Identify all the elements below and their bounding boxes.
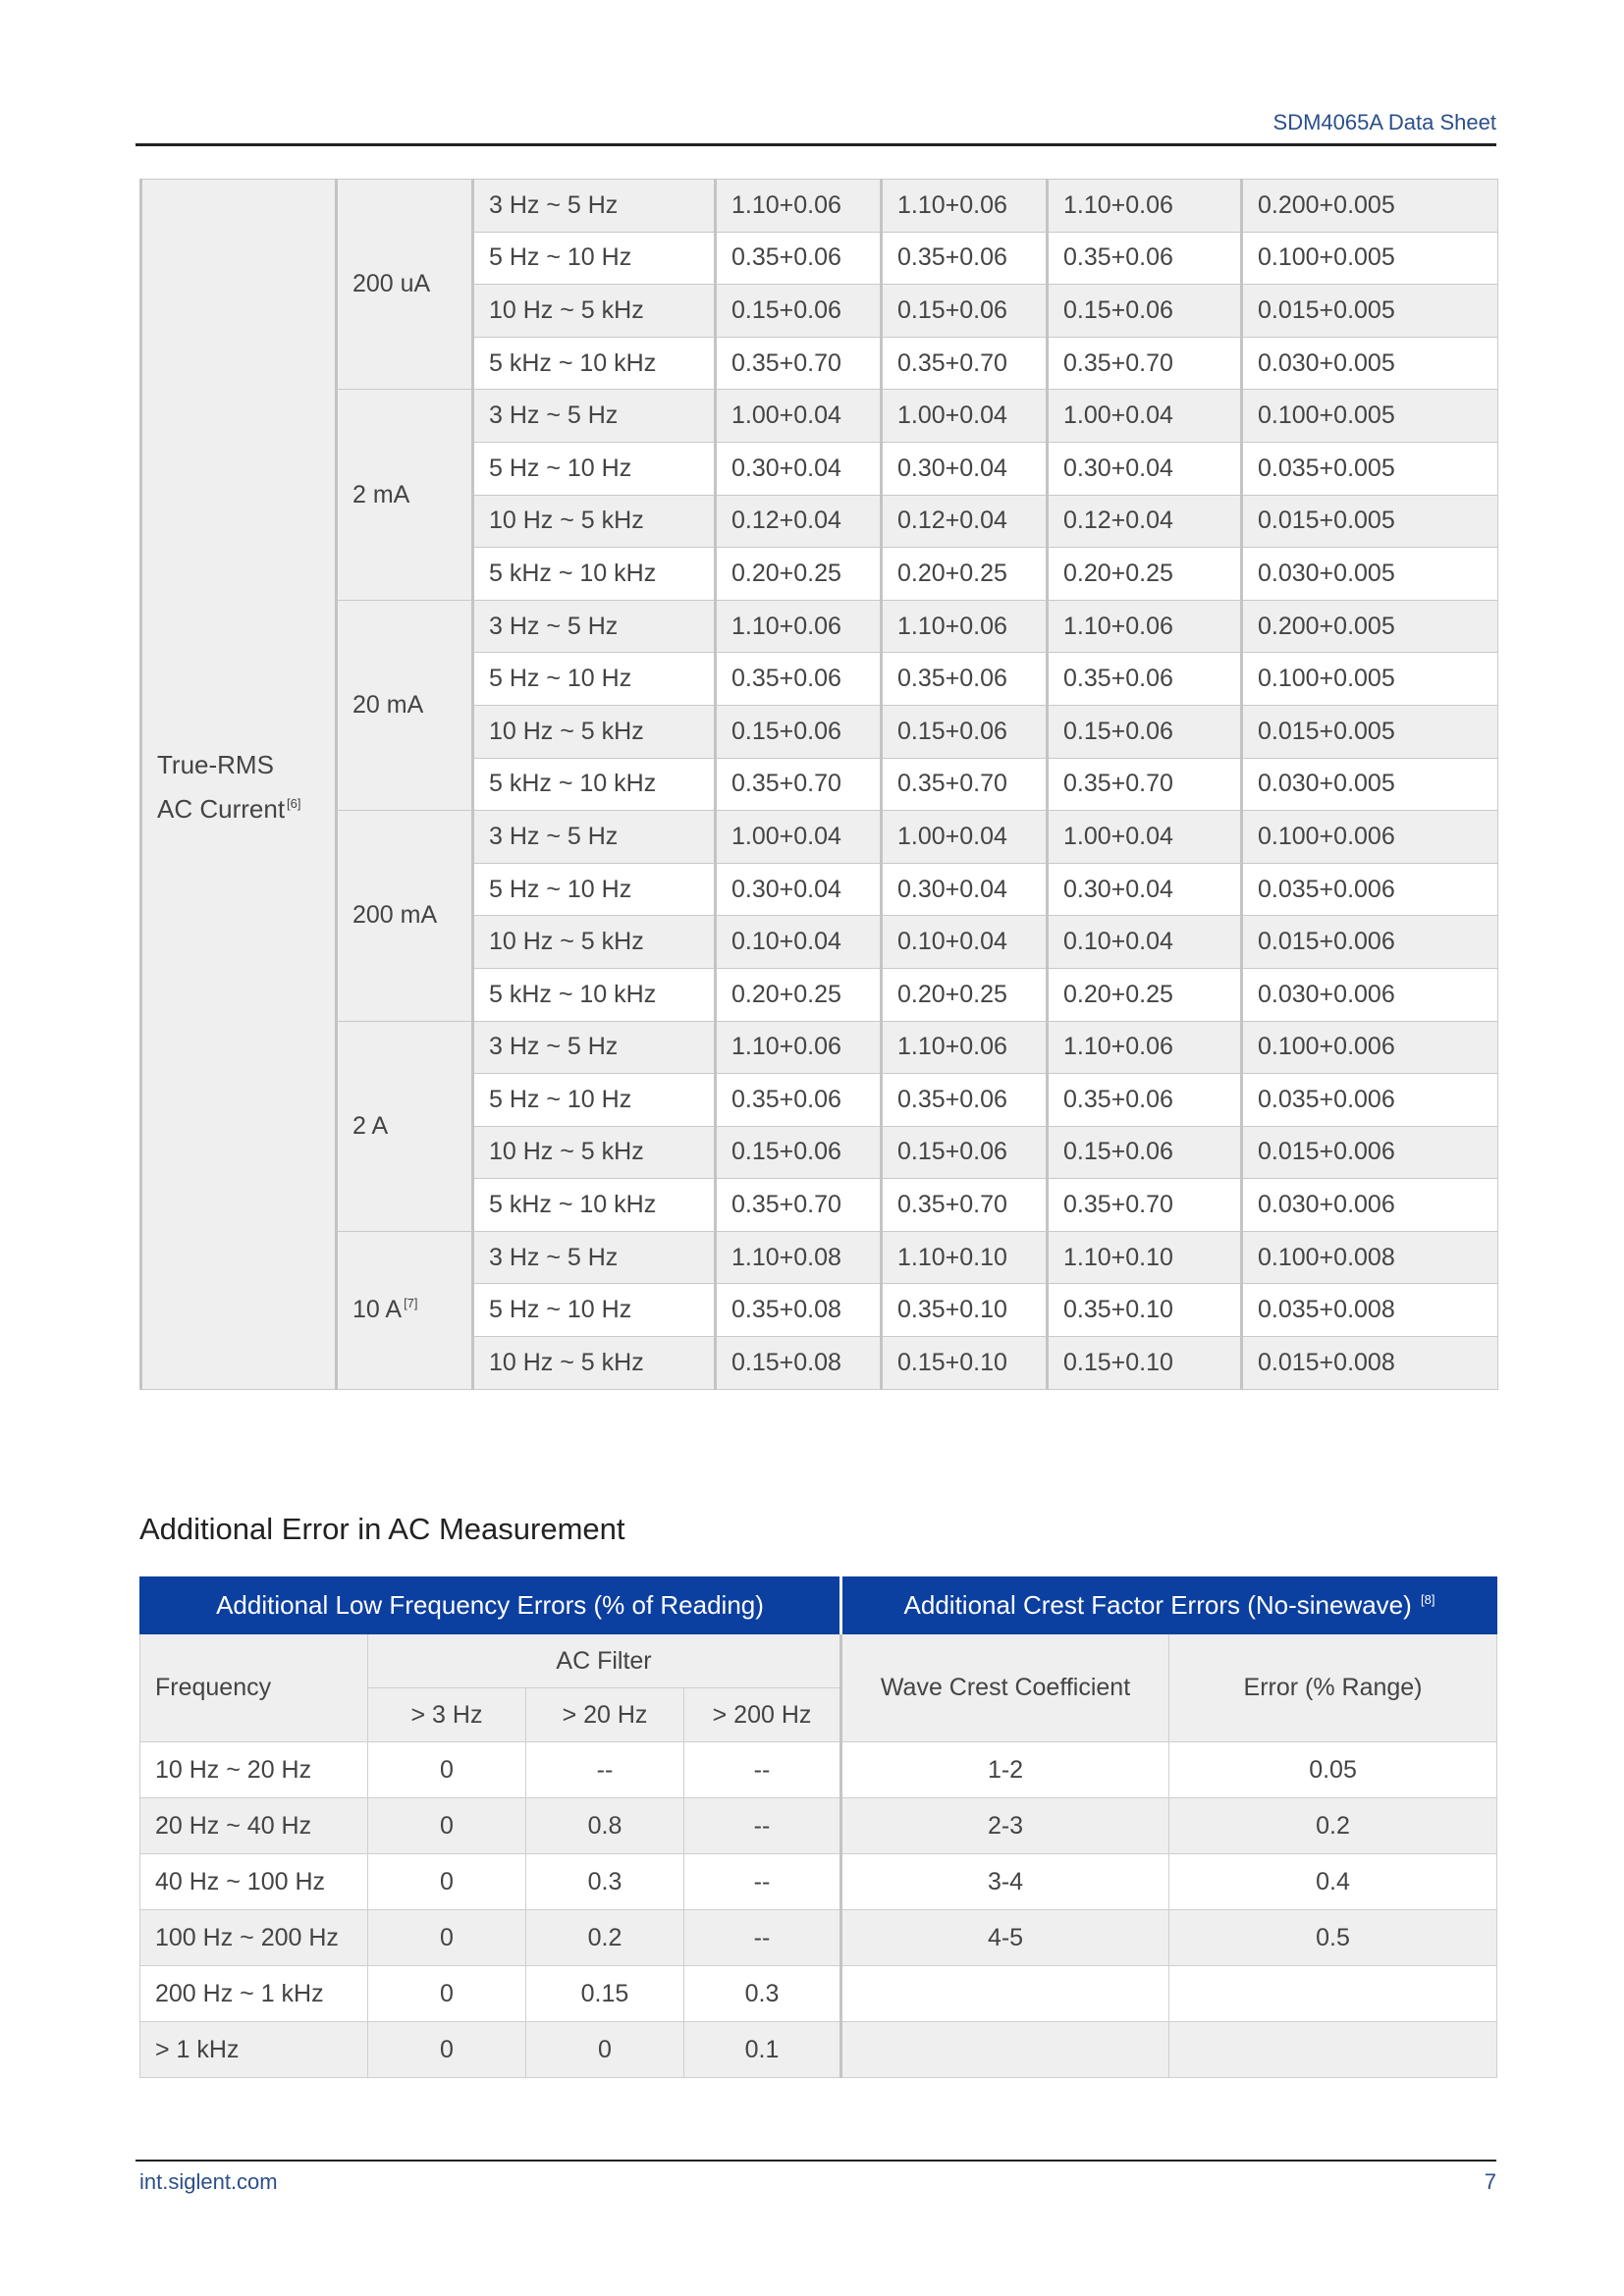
frequency-cell: 3 Hz ~ 5 Hz [473, 180, 716, 233]
footer-website[interactable]: int.siglent.com [139, 2169, 278, 2194]
filter-20hz-cell: 0.8 [526, 1798, 684, 1854]
spec-value-cell: 0.20+0.25 [1048, 968, 1242, 1021]
range-label: 200 uA [352, 270, 431, 298]
table-row [140, 1742, 1497, 1798]
spec-value-cell: 0.15+0.06 [716, 1126, 882, 1179]
frequency-cell: 5 Hz ~ 10 Hz [473, 232, 716, 285]
range-label: 20 mA [352, 690, 424, 719]
crest-factor-errors-label: Additional Crest Factor Errors (No-sinewave) [903, 1590, 1412, 1620]
spec-value-cell: 0.15+0.10 [1048, 1337, 1242, 1390]
table-row [141, 1021, 1498, 1074]
frequency-header: Frequency [140, 1634, 368, 1742]
spec-value-cell: 0.15+0.06 [1048, 705, 1242, 758]
spec-value-cell: 0.35+0.08 [716, 1284, 882, 1337]
filter-200hz-cell: -- [684, 1854, 841, 1910]
function-line2: AC Current [157, 794, 286, 825]
spec-value-cell: 0.030+0.005 [1242, 548, 1498, 601]
spec-value-cell: 1.00+0.04 [882, 811, 1048, 864]
spec-value-cell: 0.35+0.06 [716, 232, 882, 285]
crest-factor-errors-header [841, 1577, 1497, 1634]
spec-value-cell: 0.015+0.005 [1242, 495, 1498, 548]
spec-value-cell: 1.10+0.08 [716, 1231, 882, 1284]
spec-value-cell: 0.12+0.04 [1048, 495, 1242, 548]
function-line1: True-RMS [157, 750, 274, 780]
frequency-cell: 5 kHz ~ 10 kHz [473, 968, 716, 1021]
frequency-cell: 5 Hz ~ 10 Hz [473, 653, 716, 706]
spec-value-cell: 1.10+0.06 [1048, 180, 1242, 233]
spec-value-cell: 0.20+0.25 [716, 548, 882, 601]
frequency-cell: 10 Hz ~ 5 kHz [473, 1337, 716, 1390]
error-range-cell: 0.05 [1169, 1742, 1497, 1798]
spec-value-cell: 0.30+0.04 [1048, 442, 1242, 495]
spec-value-cell: 1.10+0.06 [716, 600, 882, 653]
spec-value-cell: 1.00+0.04 [1048, 390, 1242, 443]
filter-200hz-cell: 0.1 [684, 2022, 841, 2078]
frequency-cell: 3 Hz ~ 5 Hz [473, 1021, 716, 1074]
spec-value-cell: 1.10+0.06 [1048, 600, 1242, 653]
spec-value-cell: 0.20+0.25 [882, 548, 1048, 601]
spec-value-cell: 0.30+0.04 [716, 863, 882, 916]
spec-value-cell: 1.10+0.06 [1048, 1021, 1242, 1074]
spec-value-cell: 0.030+0.006 [1242, 968, 1498, 1021]
wave-crest-cell [841, 1966, 1169, 2022]
footer-rule [135, 2160, 1496, 2162]
frequency-cell: 3 Hz ~ 5 Hz [473, 811, 716, 864]
low-frequency-errors-header: Additional Low Frequency Errors (% of Reading) [140, 1577, 841, 1634]
range-cell [337, 600, 473, 810]
spec-value-cell: 1.10+0.06 [882, 600, 1048, 653]
spec-value-cell: 0.200+0.005 [1242, 180, 1498, 233]
frequency-cell: 10 Hz ~ 5 kHz [473, 495, 716, 548]
filter-20hz-cell: 0 [526, 2022, 684, 2078]
frequency-cell: 20 Hz ~ 40 Hz [140, 1798, 368, 1854]
spec-value-cell: 0.35+0.70 [882, 337, 1048, 390]
header-title: SDM4065A Data Sheet [1272, 110, 1496, 134]
filter-20hz-header: > 20 Hz [526, 1688, 684, 1742]
spec-value-cell: 1.10+0.06 [882, 1021, 1048, 1074]
range-label: 2 mA [352, 480, 410, 508]
ac-filter-header: AC Filter [368, 1634, 841, 1688]
wave-crest-cell: 2-3 [841, 1798, 1169, 1854]
table-row [140, 1966, 1497, 2022]
spec-value-cell: 0.35+0.70 [716, 758, 882, 811]
table-row [140, 1798, 1497, 1854]
range-label: 10 A [352, 1296, 403, 1324]
spec-value-cell: 0.30+0.04 [1048, 863, 1242, 916]
spec-value-cell: 0.035+0.005 [1242, 442, 1498, 495]
spec-value-cell: 0.35+0.06 [882, 232, 1048, 285]
spec-value-cell: 1.00+0.04 [716, 811, 882, 864]
spec-value-cell: 0.035+0.006 [1242, 1074, 1498, 1127]
spec-value-cell: 0.10+0.04 [882, 916, 1048, 969]
spec-value-cell: 0.35+0.70 [882, 758, 1048, 811]
range-cell [337, 1231, 473, 1389]
spec-value-cell: 0.015+0.006 [1242, 1126, 1498, 1179]
error-range-cell: 0.4 [1169, 1854, 1497, 1910]
filter-3hz-cell: 0 [368, 1742, 526, 1798]
spec-value-cell: 0.030+0.006 [1242, 1179, 1498, 1232]
spec-value-cell: 0.20+0.25 [716, 968, 882, 1021]
frequency-cell: 5 kHz ~ 10 kHz [473, 337, 716, 390]
spec-value-cell: 1.10+0.06 [882, 180, 1048, 233]
table-row [140, 2022, 1497, 2078]
range-note: [7] [404, 1296, 418, 1311]
spec-value-cell: 0.200+0.005 [1242, 600, 1498, 653]
additional-error-table-body [140, 1577, 1497, 2078]
frequency-cell: 5 Hz ~ 10 Hz [473, 1074, 716, 1127]
spec-value-cell: 0.15+0.06 [716, 705, 882, 758]
spec-value-cell: 0.15+0.10 [882, 1337, 1048, 1390]
spec-value-cell: 1.10+0.10 [1048, 1231, 1242, 1284]
wave-crest-cell [841, 2022, 1169, 2078]
spec-value-cell: 0.100+0.005 [1242, 653, 1498, 706]
frequency-cell: 5 Hz ~ 10 Hz [473, 1284, 716, 1337]
frequency-cell: 200 Hz ~ 1 kHz [140, 1966, 368, 2022]
range-label: 200 mA [352, 901, 438, 930]
spec-value-cell: 0.015+0.005 [1242, 285, 1498, 338]
error-range-header: Error (% Range) [1169, 1634, 1497, 1742]
table-row [140, 1910, 1497, 1966]
frequency-cell: 100 Hz ~ 200 Hz [140, 1910, 368, 1966]
spec-value-cell: 0.100+0.005 [1242, 390, 1498, 443]
spec-value-cell: 0.15+0.06 [882, 1126, 1048, 1179]
spec-value-cell: 0.10+0.04 [1048, 916, 1242, 969]
spec-value-cell: 0.015+0.008 [1242, 1337, 1498, 1390]
range-label: 2 A [352, 1111, 389, 1140]
filter-200hz-header: > 200 Hz [684, 1688, 841, 1742]
spec-value-cell: 0.35+0.06 [1048, 232, 1242, 285]
frequency-cell: 3 Hz ~ 5 Hz [473, 600, 716, 653]
frequency-cell: 10 Hz ~ 5 kHz [473, 1126, 716, 1179]
spec-value-cell: 1.10+0.06 [716, 180, 882, 233]
spec-value-cell: 0.035+0.006 [1242, 863, 1498, 916]
spec-value-cell: 1.10+0.06 [716, 1021, 882, 1074]
error-range-cell [1169, 1966, 1497, 2022]
spec-value-cell: 0.35+0.70 [1048, 758, 1242, 811]
additional-error-table [139, 1576, 1497, 2078]
spec-value-cell: 0.015+0.005 [1242, 705, 1498, 758]
frequency-cell: 40 Hz ~ 100 Hz [140, 1854, 368, 1910]
filter-3hz-header: > 3 Hz [368, 1688, 526, 1742]
range-cell [337, 390, 473, 600]
spec-value-cell: 0.30+0.04 [882, 863, 1048, 916]
spec-value-cell: 0.10+0.04 [716, 916, 882, 969]
spec-value-cell: 0.30+0.04 [882, 442, 1048, 495]
frequency-cell: 10 Hz ~ 20 Hz [140, 1742, 368, 1798]
frequency-cell: 5 Hz ~ 10 Hz [473, 863, 716, 916]
frequency-cell: 10 Hz ~ 5 kHz [473, 916, 716, 969]
spec-value-cell: 1.10+0.10 [882, 1231, 1048, 1284]
table-row [141, 811, 1498, 864]
frequency-cell: 10 Hz ~ 5 kHz [473, 285, 716, 338]
frequency-cell: > 1 kHz [140, 2022, 368, 2078]
function-note: [6] [287, 796, 301, 812]
error-range-cell: 0.2 [1169, 1798, 1497, 1854]
frequency-cell: 5 kHz ~ 10 kHz [473, 1179, 716, 1232]
filter-20hz-cell: 0.15 [526, 1966, 684, 2022]
spec-value-cell: 0.15+0.08 [716, 1337, 882, 1390]
crest-note: [8] [1421, 1592, 1435, 1607]
wave-crest-cell: 3-4 [841, 1854, 1169, 1910]
wave-crest-cell: 1-2 [841, 1742, 1169, 1798]
filter-200hz-cell: -- [684, 1910, 841, 1966]
filter-3hz-cell: 0 [368, 2022, 526, 2078]
spec-value-cell: 1.00+0.04 [882, 390, 1048, 443]
spec-value-cell: 0.030+0.005 [1242, 337, 1498, 390]
table-row [141, 390, 1498, 443]
spec-value-cell: 0.35+0.06 [716, 1074, 882, 1127]
filter-3hz-cell: 0 [368, 1798, 526, 1854]
spec-value-cell: 0.35+0.70 [1048, 1179, 1242, 1232]
spec-value-cell: 0.35+0.70 [1048, 337, 1242, 390]
section-title: Additional Error in AC Measurement [139, 1512, 625, 1546]
frequency-cell: 10 Hz ~ 5 kHz [473, 705, 716, 758]
spec-value-cell: 0.12+0.04 [882, 495, 1048, 548]
page-number: 7 [1484, 2169, 1496, 2194]
table-row [141, 600, 1498, 653]
spec-value-cell: 0.35+0.70 [716, 337, 882, 390]
spec-value-cell: 0.35+0.10 [882, 1284, 1048, 1337]
frequency-cell: 3 Hz ~ 5 Hz [473, 390, 716, 443]
spec-value-cell: 0.35+0.70 [716, 1179, 882, 1232]
table-row [141, 180, 1498, 233]
ac-current-table [139, 179, 1498, 1390]
spec-value-cell: 0.35+0.10 [1048, 1284, 1242, 1337]
range-cell [337, 180, 473, 390]
wave-crest-header: Wave Crest Coefficient [841, 1634, 1169, 1742]
spec-value-cell: 0.15+0.06 [882, 705, 1048, 758]
spec-value-cell: 0.35+0.06 [882, 653, 1048, 706]
header-rule [135, 143, 1496, 146]
spec-value-cell: 0.015+0.006 [1242, 916, 1498, 969]
spec-value-cell: 0.15+0.06 [1048, 285, 1242, 338]
spec-value-cell: 0.35+0.06 [716, 653, 882, 706]
ac-current-table-body [141, 180, 1498, 1390]
spec-value-cell: 0.15+0.06 [716, 285, 882, 338]
spec-value-cell: 0.030+0.005 [1242, 758, 1498, 811]
table-header-row [140, 1577, 1497, 1634]
frequency-cell: 5 kHz ~ 10 kHz [473, 758, 716, 811]
filter-200hz-cell: -- [684, 1742, 841, 1798]
filter-3hz-cell: 0 [368, 1854, 526, 1910]
table-row [140, 1854, 1497, 1910]
spec-value-cell: 0.20+0.25 [1048, 548, 1242, 601]
filter-20hz-cell: -- [526, 1742, 684, 1798]
table-row [141, 1231, 1498, 1284]
spec-value-cell: 0.15+0.06 [1048, 1126, 1242, 1179]
filter-3hz-cell: 0 [368, 1966, 526, 2022]
filter-3hz-cell: 0 [368, 1910, 526, 1966]
spec-value-cell: 0.30+0.04 [716, 442, 882, 495]
spec-value-cell: 0.035+0.008 [1242, 1284, 1498, 1337]
spec-value-cell: 0.20+0.25 [882, 968, 1048, 1021]
spec-value-cell: 0.35+0.06 [1048, 653, 1242, 706]
error-range-cell [1169, 2022, 1497, 2078]
spec-value-cell: 0.100+0.005 [1242, 232, 1498, 285]
filter-200hz-cell: 0.3 [684, 1966, 841, 2022]
spec-value-cell: 0.35+0.06 [882, 1074, 1048, 1127]
range-cell [337, 1021, 473, 1231]
spec-value-cell: 0.15+0.06 [882, 285, 1048, 338]
frequency-cell: 5 kHz ~ 10 kHz [473, 548, 716, 601]
frequency-cell: 5 Hz ~ 10 Hz [473, 442, 716, 495]
range-cell [337, 811, 473, 1021]
frequency-cell: 3 Hz ~ 5 Hz [473, 1231, 716, 1284]
spec-value-cell: 0.35+0.70 [882, 1179, 1048, 1232]
function-cell [141, 180, 337, 1390]
spec-value-cell: 0.100+0.006 [1242, 1021, 1498, 1074]
wave-crest-cell: 4-5 [841, 1910, 1169, 1966]
spec-value-cell: 0.12+0.04 [716, 495, 882, 548]
spec-value-cell: 0.100+0.006 [1242, 811, 1498, 864]
filter-200hz-cell: -- [684, 1798, 841, 1854]
spec-value-cell: 0.100+0.008 [1242, 1231, 1498, 1284]
filter-20hz-cell: 0.3 [526, 1854, 684, 1910]
spec-value-cell: 0.35+0.06 [1048, 1074, 1242, 1127]
error-range-cell: 0.5 [1169, 1910, 1497, 1966]
spec-value-cell: 1.00+0.04 [1048, 811, 1242, 864]
spec-value-cell: 1.00+0.04 [716, 390, 882, 443]
subheader-row [140, 1634, 1497, 1688]
filter-20hz-cell: 0.2 [526, 1910, 684, 1966]
